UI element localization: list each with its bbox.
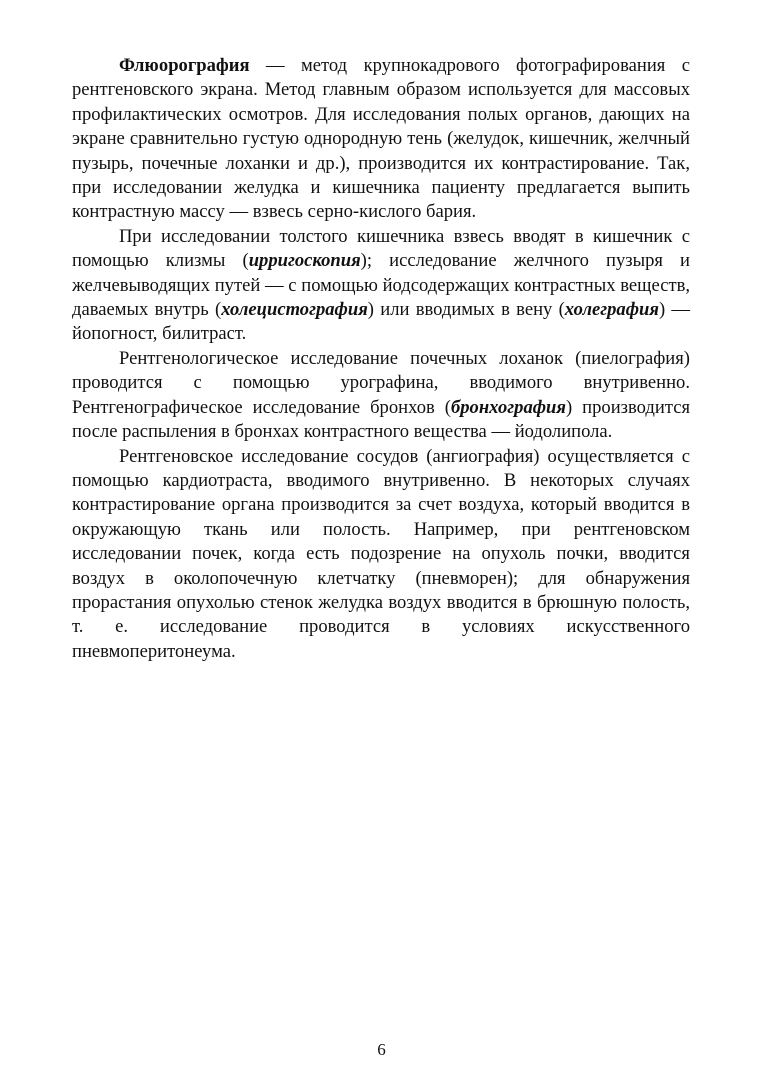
term-cholegraphy: холеграфия (564, 299, 659, 321)
term-irrigoscopy: ирригоскопия (248, 250, 361, 272)
paragraph-fluorography (72, 54, 690, 225)
paragraph-text: ) — йопогност, билитраст. (72, 299, 690, 345)
term-bronchography: бронхография (450, 396, 566, 418)
paragraph-text: ) производится после распыления в бронхах контрастного вещества — йодолипола. (72, 396, 690, 443)
paragraph-pyelography-bronchography (72, 347, 690, 445)
term-cholecystography: холецистография (221, 299, 368, 321)
paragraph-text: — метод крупнокадрового фотографирования с рентгеновского экрана. Метод главным образом используется для массовых профилактических осмотров. Для исследования полых органов, дающих на экране сравнительно густую однородную тень (желудок, кишечник, желчный пузырь, почечные лоханки и др.), производится их контрастирование. Так, при исследовании желудка и кишечника пациенту предлагается выпить контрастную массу — взвесь серно-кислого бария. (72, 55, 690, 223)
paragraph-text: Рентгенологическое исследование почечных лоханок (пиелография) проводится с помощью урографина, вводимого внутривенно. Рентгенографическое исследование бронхов ( (72, 347, 690, 418)
page-number: 6 (377, 1040, 386, 1059)
term-fluorography: Флюорография (119, 55, 250, 76)
paragraph-text: ); исследование желчного пузыря и желчевыводящих путей — с помощью йодсодержащих контрастных веществ, даваемых внутрь ( (72, 250, 690, 321)
paragraph-text: При исследовании толстого кишечника взвесь вводят в кишечник с помощью клизмы ( (72, 225, 690, 272)
paragraph-intestine-gallbladder (72, 225, 690, 347)
paragraph-text: ) или вводимых в вену ( (367, 299, 565, 321)
page-content (72, 54, 690, 664)
paragraph-angiography: Рентгеновское исследование сосудов (ангиография) осуществляется с помощью кардиотраста, вводимого внутривенно. В некоторых случаях контрастирование органа производится за счет воздуха, который вводится в окружающую ткань или полость. Например, при рентгеновском исследовании почек, когда есть подозрение на опухоль почки, вводится воздух в околопочечную клетчатку (пневморен); для обнаружения прорастания опухолью стенок желудка воздух вводится в брюшную полость, т. е. исследование проводится в условиях искусственного пневмоперитонеума. (72, 445, 690, 662)
